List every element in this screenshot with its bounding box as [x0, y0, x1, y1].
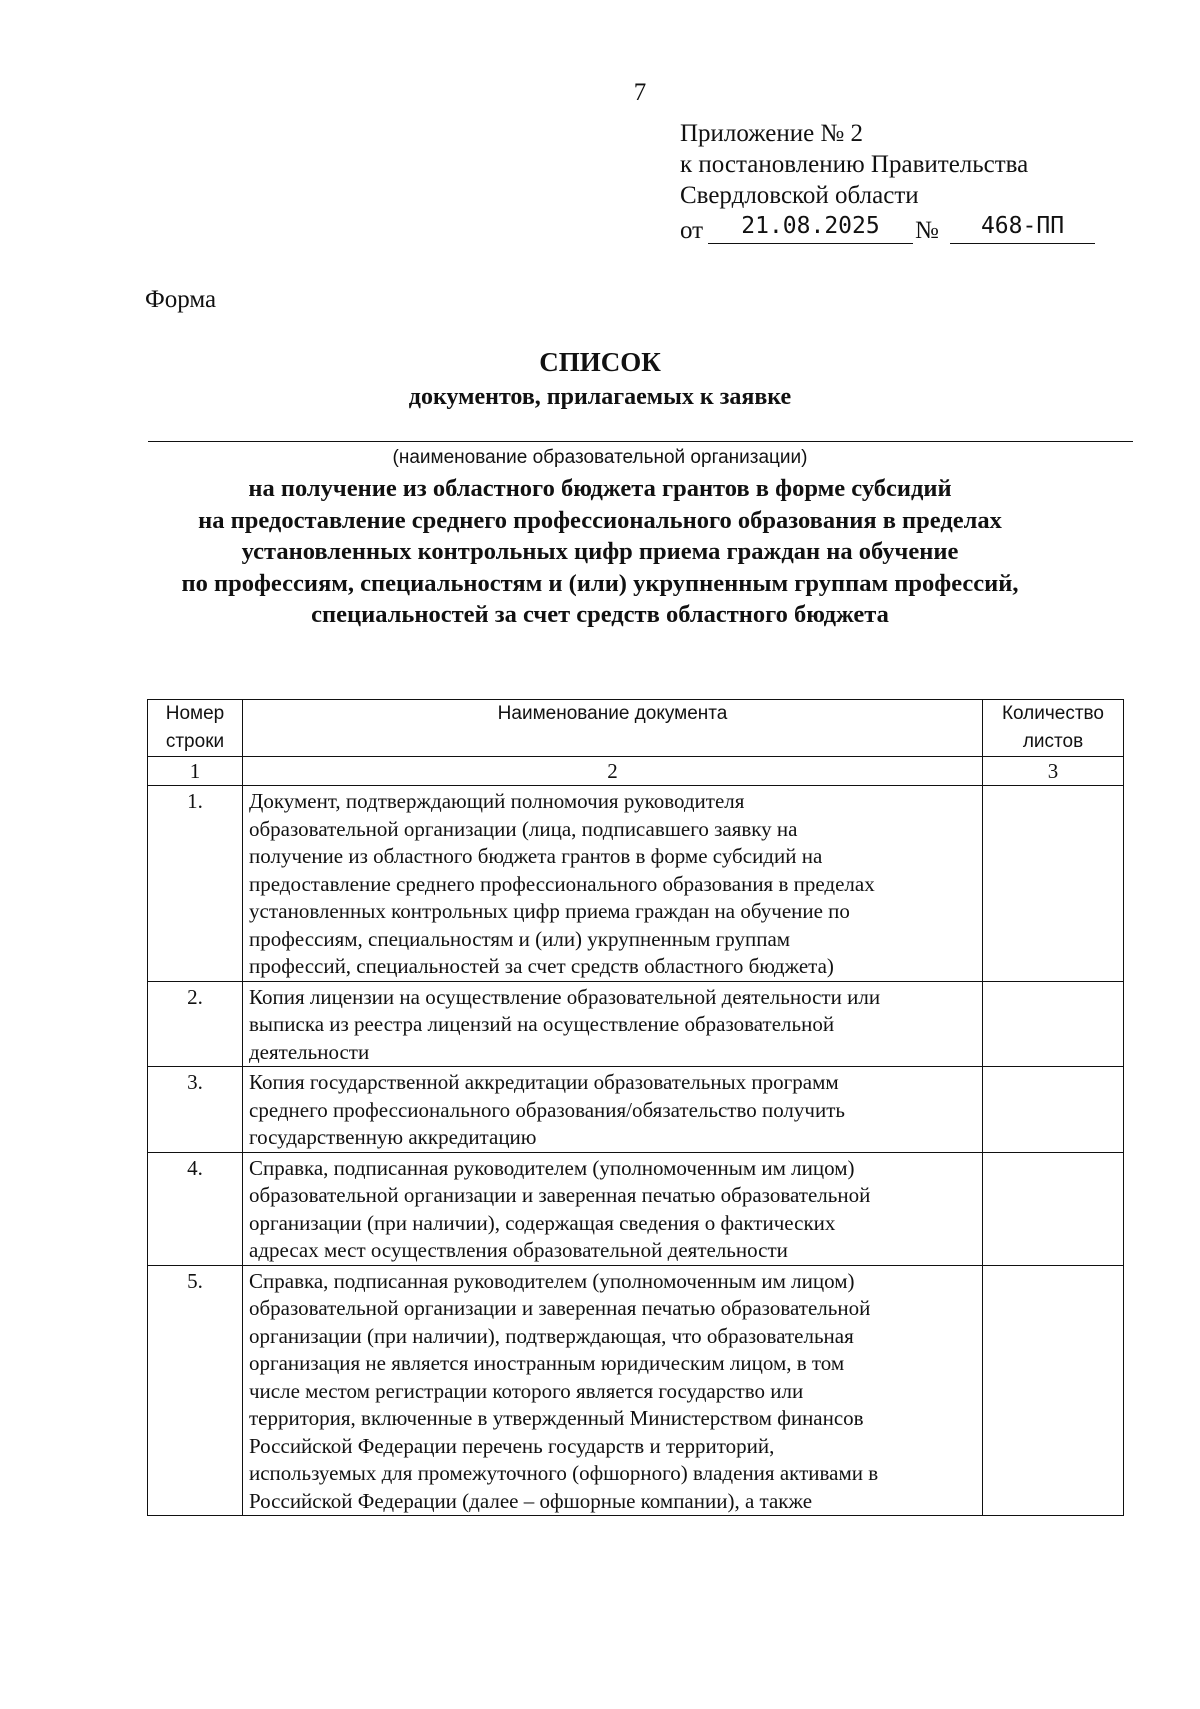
- header-sheet-count: [983, 700, 1124, 757]
- document-name-line: установленных контрольных цифр приема граждан на обучение по: [249, 899, 850, 923]
- document-name-line: используемых для промежуточного (офшорного) владения активами в: [249, 1461, 879, 1485]
- appendix-region: Свердловской области: [680, 182, 919, 209]
- header-text: Номер: [165, 703, 225, 724]
- document-name-line: деятельности: [249, 1039, 370, 1064]
- header-text: строки: [165, 731, 225, 752]
- appendix-block: [680, 118, 1120, 245]
- purpose-line: на получение из областного бюджета грантов в форме субсидий: [248, 475, 952, 502]
- appendix-title: Приложение № 2: [680, 120, 864, 147]
- document-name-line: организация не является иностранным юридическим лицом, в том: [249, 1351, 845, 1375]
- document-name-line: среднего профессионального образования/обязательство получить: [249, 1097, 845, 1122]
- document-name-line: образовательной организации и заверенная печатью образовательной: [249, 1296, 871, 1320]
- row-number: 3.: [148, 1067, 243, 1153]
- table-header-row: [148, 700, 1124, 757]
- resolution-date: 21.08.2025: [708, 211, 913, 244]
- document-title: СПИСОК: [539, 347, 661, 377]
- document-name-line: предоставление среднего профессионального образования в пределах: [249, 871, 875, 896]
- document-name-line: образовательной организации и заверенная печатью образовательной: [249, 1183, 871, 1207]
- row-number: 1.: [148, 786, 243, 982]
- document-name-line: территория, включенные в утвержденный Министерством финансов: [249, 1406, 864, 1430]
- document-name-line: Копия лицензии на осуществление образовательной деятельности или: [249, 984, 881, 1009]
- purpose-line: установленных контрольных цифр приема граждан на обучение: [241, 538, 959, 566]
- document-name-line: профессий, специальностей за счет средств областного бюджета): [249, 954, 834, 978]
- header-document-name: Наименование документа: [243, 700, 983, 757]
- column-number: 2: [243, 757, 983, 786]
- document-name-line: получение из областного бюджета грантов в форме субсидий на: [249, 844, 823, 868]
- sheet-count: [983, 1152, 1124, 1265]
- document-name-line: Справка, подписанная руководителем (уполномоченным им лицом): [249, 1155, 855, 1180]
- document-name: [243, 1067, 983, 1153]
- page-number: 7: [633, 79, 647, 106]
- document-name-line: Копия государственной аккредитации образовательных программ: [249, 1070, 839, 1094]
- document-name-line: числе местом регистрации которого является государство или: [249, 1378, 804, 1403]
- header-text: Количество: [1001, 703, 1105, 724]
- document-name-line: профессиям, специальностям и (или) укрупненным группам: [249, 926, 791, 951]
- organization-caption: (наименование образовательной организации): [392, 447, 808, 468]
- document-name-line: Справка, подписанная руководителем (уполномоченным им лицом): [249, 1268, 855, 1293]
- purpose-line: специальностей за счет средств областного бюджета: [311, 601, 889, 629]
- sheet-count: [983, 786, 1124, 982]
- date-prefix: от: [680, 217, 704, 244]
- column-number: 3: [983, 757, 1124, 786]
- table-row: [148, 1067, 1124, 1153]
- header-row-number: [148, 700, 243, 757]
- document-name-line: выписка из реестра лицензий на осуществление образовательной: [249, 1012, 835, 1036]
- resolution-number: 468-ПП: [950, 211, 1095, 244]
- purpose-line: на предоставление среднего профессионального образования в пределах: [198, 506, 1002, 534]
- document-name-line: государственную аккредитацию: [249, 1125, 537, 1149]
- document-name-line: Российской Федерации перечень государств и территорий,: [249, 1433, 775, 1458]
- document-name: [243, 981, 983, 1067]
- purpose-line: по профессиям, специальностям и (или) укрупненным группам профессий,: [181, 569, 1019, 597]
- document-name: [243, 786, 983, 982]
- document-name: [243, 1152, 983, 1265]
- document-name-line: организации (при наличии), подтверждающая, что образовательная: [249, 1323, 854, 1348]
- number-sign: №: [915, 217, 939, 244]
- row-number: 4.: [148, 1152, 243, 1265]
- column-number: 1: [148, 757, 243, 786]
- appendix-resolution: к постановлению Правительства: [680, 151, 1029, 178]
- document-name-line: адресах мест осуществления образовательной деятельности: [249, 1238, 788, 1262]
- row-number: 2.: [148, 981, 243, 1067]
- document-name-line: Документ, подтверждающий полномочия руководителя: [249, 789, 745, 813]
- sheet-count: [983, 1265, 1124, 1516]
- document-name-line: Российской Федерации (далее – офшорные компании), а также: [249, 1488, 813, 1513]
- document-name: [243, 1265, 983, 1516]
- document-name-line: образовательной организации (лица, подписавшего заявку на: [249, 816, 798, 841]
- sheet-count: [983, 1067, 1124, 1153]
- appendix-date-line: [680, 211, 1120, 245]
- document-name-line: организации (при наличии), содержащая сведения о фактических: [249, 1210, 836, 1235]
- documents-table: [147, 699, 1124, 1516]
- purpose-text: [0, 473, 1200, 631]
- table-row: [148, 981, 1124, 1067]
- table-row: [148, 786, 1124, 982]
- header-text: листов: [1022, 731, 1084, 752]
- form-label: Форма: [145, 286, 217, 313]
- row-number: 5.: [148, 1265, 243, 1516]
- organization-name-line: [148, 441, 1133, 442]
- document-subtitle: документов, прилагаемых к заявке: [408, 384, 792, 410]
- column-number-row: [148, 757, 1124, 786]
- table-row: [148, 1265, 1124, 1516]
- table-row: [148, 1152, 1124, 1265]
- sheet-count: [983, 981, 1124, 1067]
